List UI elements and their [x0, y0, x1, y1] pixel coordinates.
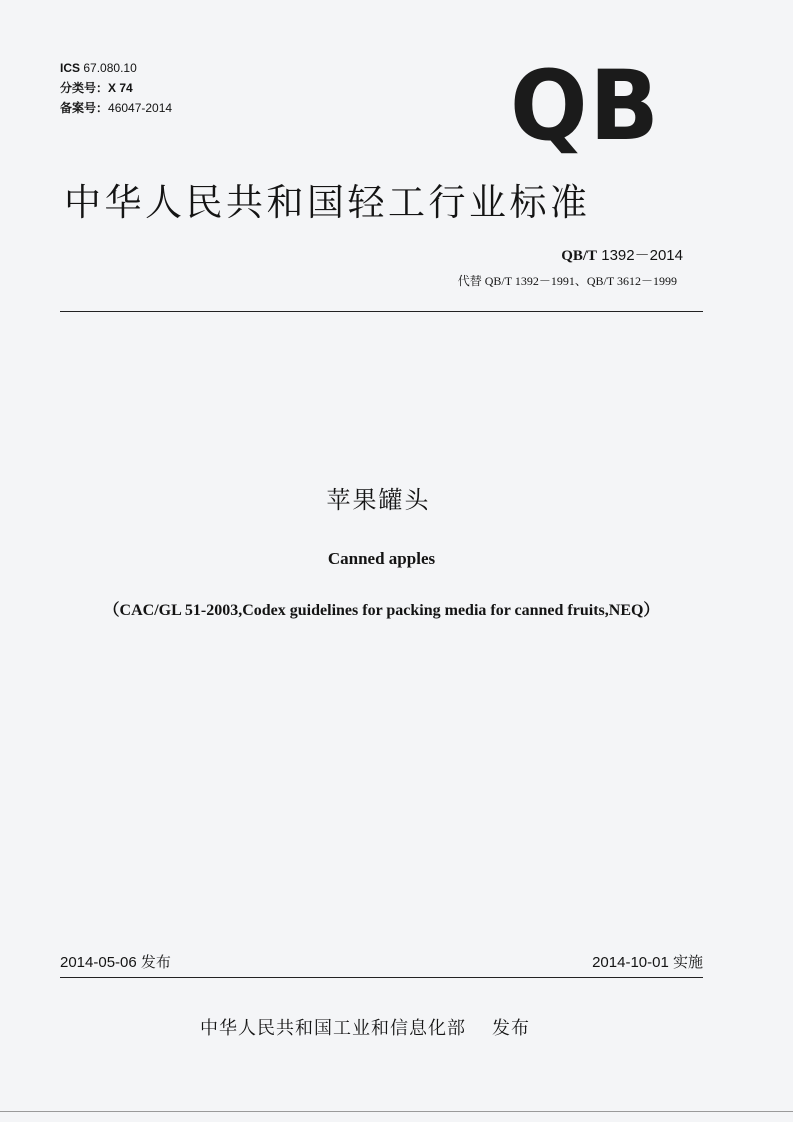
replaces-note: 代替 QB/T 1392－1991、QB/T 3612－1999 — [457, 274, 677, 288]
document-title-zh: 苹果罐头 — [326, 486, 431, 514]
record-value: 46047-2014 — [108, 101, 173, 115]
implementation-date: 2014-10-01 实施 — [592, 954, 703, 971]
publisher-action: 发布 — [492, 1018, 530, 1039]
standard-code — [561, 244, 683, 265]
publisher-line — [200, 1014, 530, 1040]
ics-label: ICS — [60, 61, 81, 75]
class-line — [60, 78, 172, 98]
standard-code-prefix: QB/T — [561, 248, 598, 264]
publisher-name: 中华人民共和国工业和信息化部 — [200, 1018, 466, 1039]
ics-value: 67.080.10 — [83, 61, 137, 75]
issue-date: 2014-05-06 发布 — [60, 954, 171, 971]
document-title-en: Canned apples — [327, 549, 436, 568]
scan-bottom-edge — [0, 1111, 793, 1112]
classification-block — [60, 58, 172, 118]
qb-logo: QB — [510, 50, 661, 162]
document-reference: （CAC/GL 51-2003,Codex guidelines for packing media for canned fruits,NEQ） — [103, 602, 660, 619]
footer-divider — [60, 977, 703, 978]
header-divider — [60, 311, 703, 312]
ics-line — [60, 58, 172, 78]
class-label: 分类号： — [60, 81, 109, 95]
class-value: X 74 — [108, 81, 133, 95]
standard-code-number: 1392－2014 — [601, 247, 683, 264]
record-label: 备案号： — [60, 101, 109, 115]
record-line — [60, 98, 172, 118]
standard-title: 中华人民共和国轻工行业标准 — [64, 181, 591, 224]
